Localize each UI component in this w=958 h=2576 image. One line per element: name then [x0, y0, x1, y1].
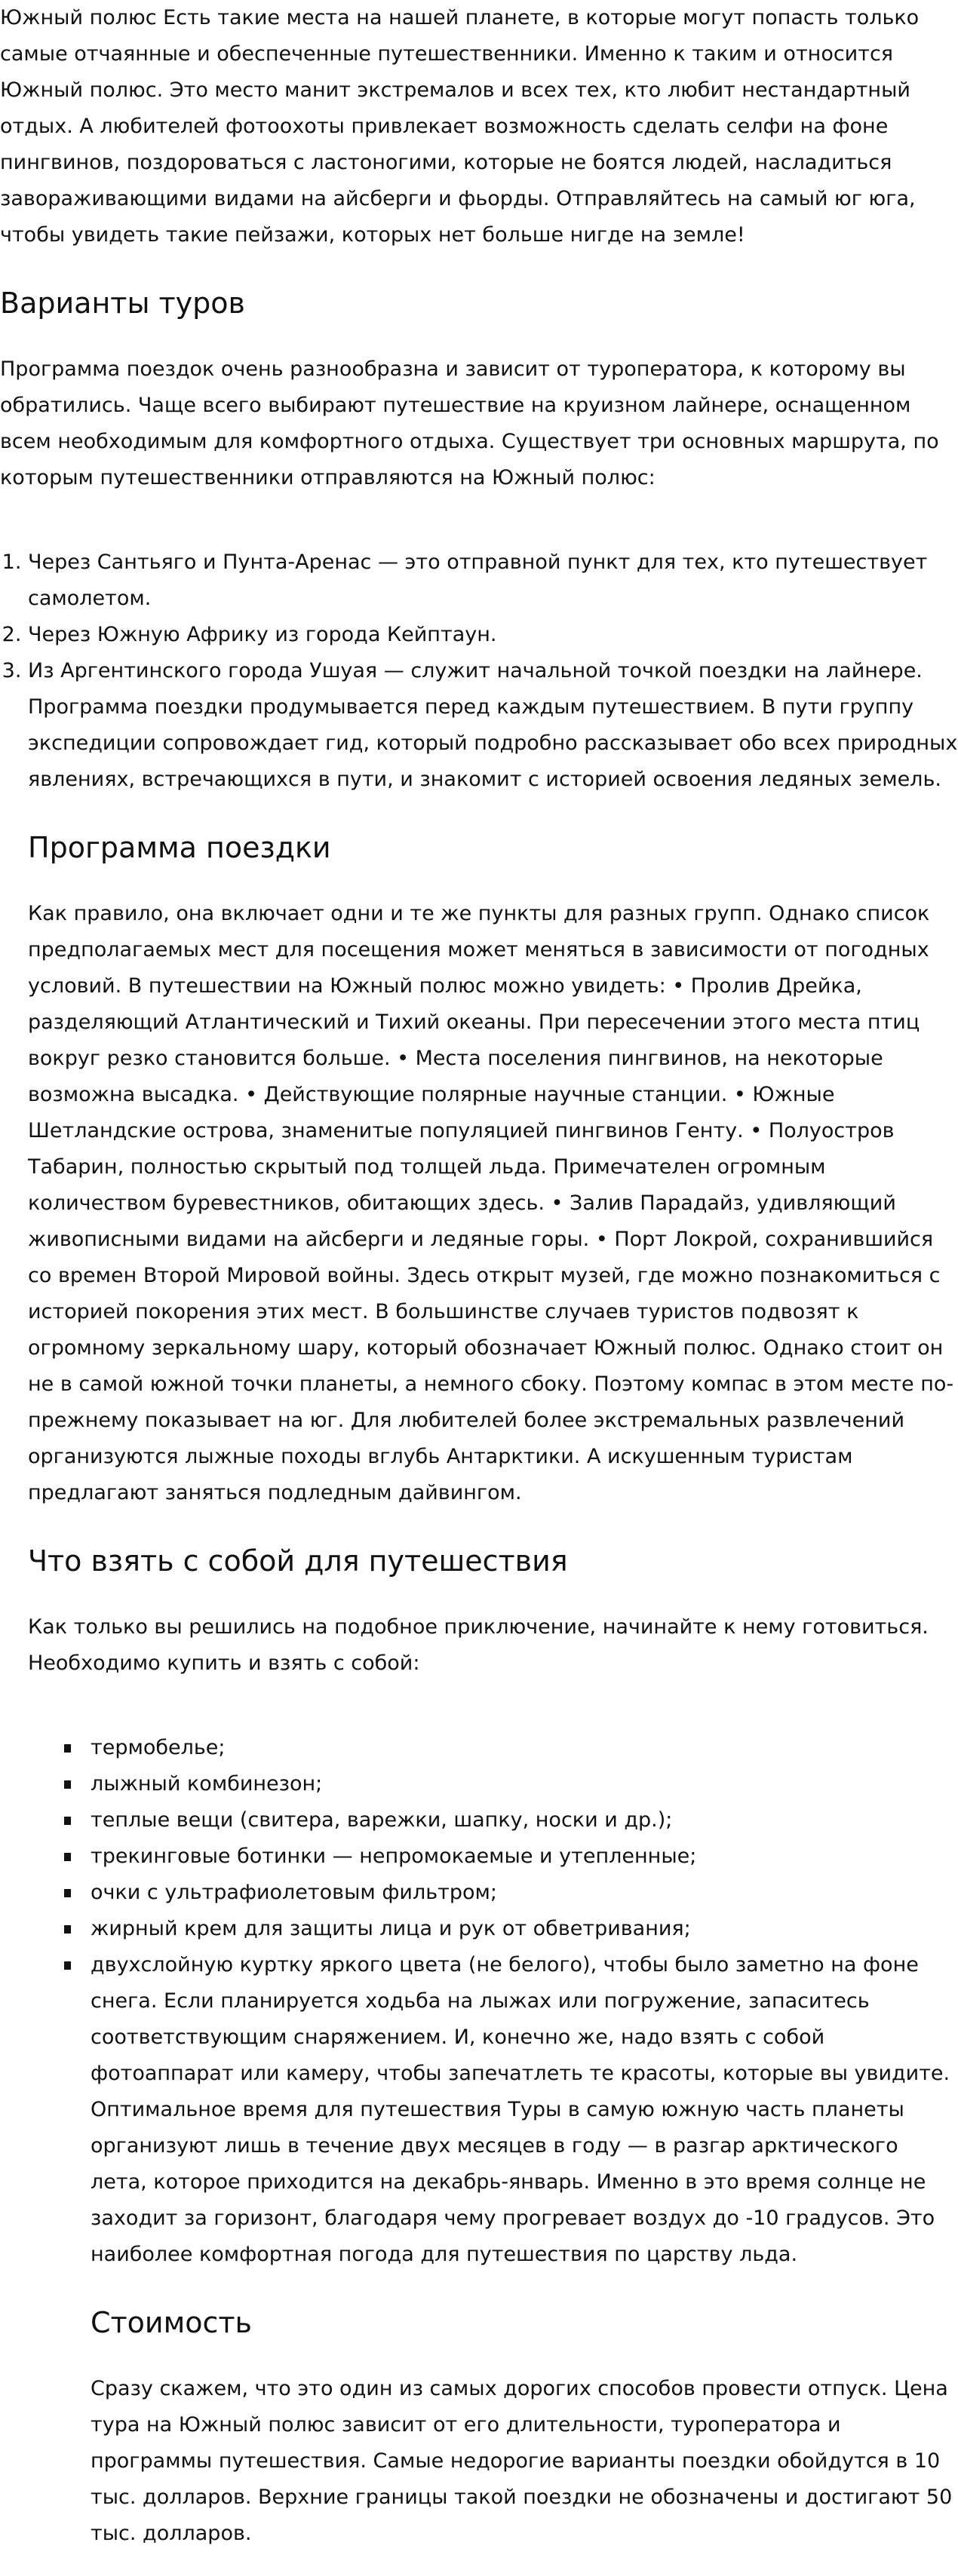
route-item: 2. Через Южную Африку из города Кейптаун.: [28, 617, 958, 653]
packing-item: жирный крем для защиты лица и рук от обветривания;: [91, 1911, 958, 1947]
route-item-text: Из Аргентинского города Ушуая — служит начальной точкой поездки на лайнере. Программа поездки продумывается перед каждым путешествием. В пути группу экспедиции сопровождает гид, который подробно рассказывает обо всех природных явлениях, встречающихся в пути, и знакомит с историей освоения ледяных земель.: [28, 659, 958, 791]
program-heading: Программа поездки: [28, 831, 331, 864]
route-item: 1. Через Сантьяго и Пунта-Аренас — это отправной пункт для тех, кто путешествует самолетом.: [28, 544, 958, 617]
intro-paragraph: Южный полюс Есть такие места на нашей планете, в которые могут попасть только самые отчаянные и обеспеченные путешественники. Именно к таким и относится Южный полюс. Это место манит экстремалов и всех тех, кто любит нестандартный отдых. А любителей фотоохоты привлекает возможность сделать селфи на фоне пингвинов, поздороваться с ластоногими, которые не боятся людей, насладиться завораживающими видами на айсберги и фьорды. Отправляйтесь на самый юг юга, чтобы увидеть такие пейзажи, которых нет больше нигде на земле!: [0, 6, 920, 247]
packing-paragraph: Как только вы решились на подобное приключение, начинайте к нему готовиться. Необходимо купить и взять с собой:: [28, 1615, 929, 1675]
packing-list: [28, 1730, 958, 2552]
packing-item: [91, 1947, 958, 2552]
packing-item: термобелье;: [91, 1730, 958, 1766]
packing-item: очки с ультрафиолетовым фильтром;: [91, 1875, 958, 1911]
cost-heading: Стоимость: [91, 2306, 252, 2339]
packing-item: лыжный комбинезон;: [91, 1766, 958, 1802]
route-item: [28, 653, 958, 2552]
packing-item: трекинговые ботинки — непромокаемые и утепленные;: [91, 1838, 958, 1875]
packing-item: теплые вещи (свитера, варежки, шапку, носки и др.);: [91, 1802, 958, 1838]
cost-paragraph: Сразу скажем, что это один из самых дорогих способов провести отпуск. Цена тура на Южный полюс зависит от его длительности, туроператора и программы путешествия. Самые недорогие варианты поездки обойдутся в 10 тыс. долларов. Верхние границы такой поездки не обозначены и достигают 50 тыс. долларов.: [91, 2377, 953, 2545]
routes-list: [0, 544, 958, 2552]
packing-item-text: двухслойную куртку яркого цвета (не белого), чтобы было заметно на фоне снега. Если планируется ходьба на лыжах или погружение, запаситесь соответствующим снаряжением. И, конечно же, надо взять с собой фотоаппарат или камеру, чтобы запечатлеть те красоты, которые вы увидите. Оптимальное время для путешествия Туры в самую южную часть планеты организуют лишь в течение двух месяцев в году — в разгар арктического лета, которое приходится на декабрь-январь. Именно в это время солнце не заходит за горизонт, благодаря чему прогревает воздух до -10 градусов. Это наиболее комфортная погода для путешествия по царству льда.: [91, 1953, 950, 2266]
tours-paragraph: Программа поездок очень разнообразна и зависит от туроператора, к которому вы обратились. Чаще всего выбирают путешествие на круизном лайнере, оснащенном всем необходимым для комфортного отдыха. Существует три основных маршрута, по которым путешественники отправляются на Южный полюс:: [0, 357, 939, 489]
tours-heading: Варианты туров: [0, 287, 245, 320]
packing-heading: Что взять с собой для путешествия: [28, 1544, 568, 1578]
program-paragraph: Как правило, она включает одни и те же пункты для разных групп. Однако список предполагаемых мест для посещения может меняться в зависимости от погодных условий. В путешествии на Южный полюс можно увидеть: • Пролив Дрейка, разделяющий Атлантический и Тихий океаны. При пересечении этого места птиц вокруг резко становится больше. • Места поселения пингвинов, на некоторые возможна высадка. • Действующие полярные научные станции. • Южные Шетландские острова, знаменитые популяцией пингвинов Генту. • Полуостров Табарин, полностью скрытый под толщей льда. Примечателен огромным количеством буревестников, обитающих здесь. • Залив Парадайз, удивляющий живописными видами на айсберги и ледяные горы. • Порт Локрой, сохранившийся со времен Второй Мировой войны. Здесь открыт музей, где можно познакомиться с историей покорения этих мест. В большинстве случаев туристов подвозят к огромному зеркальному шару, который обозначает Южный полюс. Однако стоит он не в самой южной точки планеты, а немного сбоку. Поэтому компас в этом месте по-прежнему показывает на юг. Для любителей более экстремальных развлечений организуются лыжные походы вглубь Антарктики. А искушенным туристам предлагают заняться подледным дайвингом.: [28, 902, 954, 1504]
